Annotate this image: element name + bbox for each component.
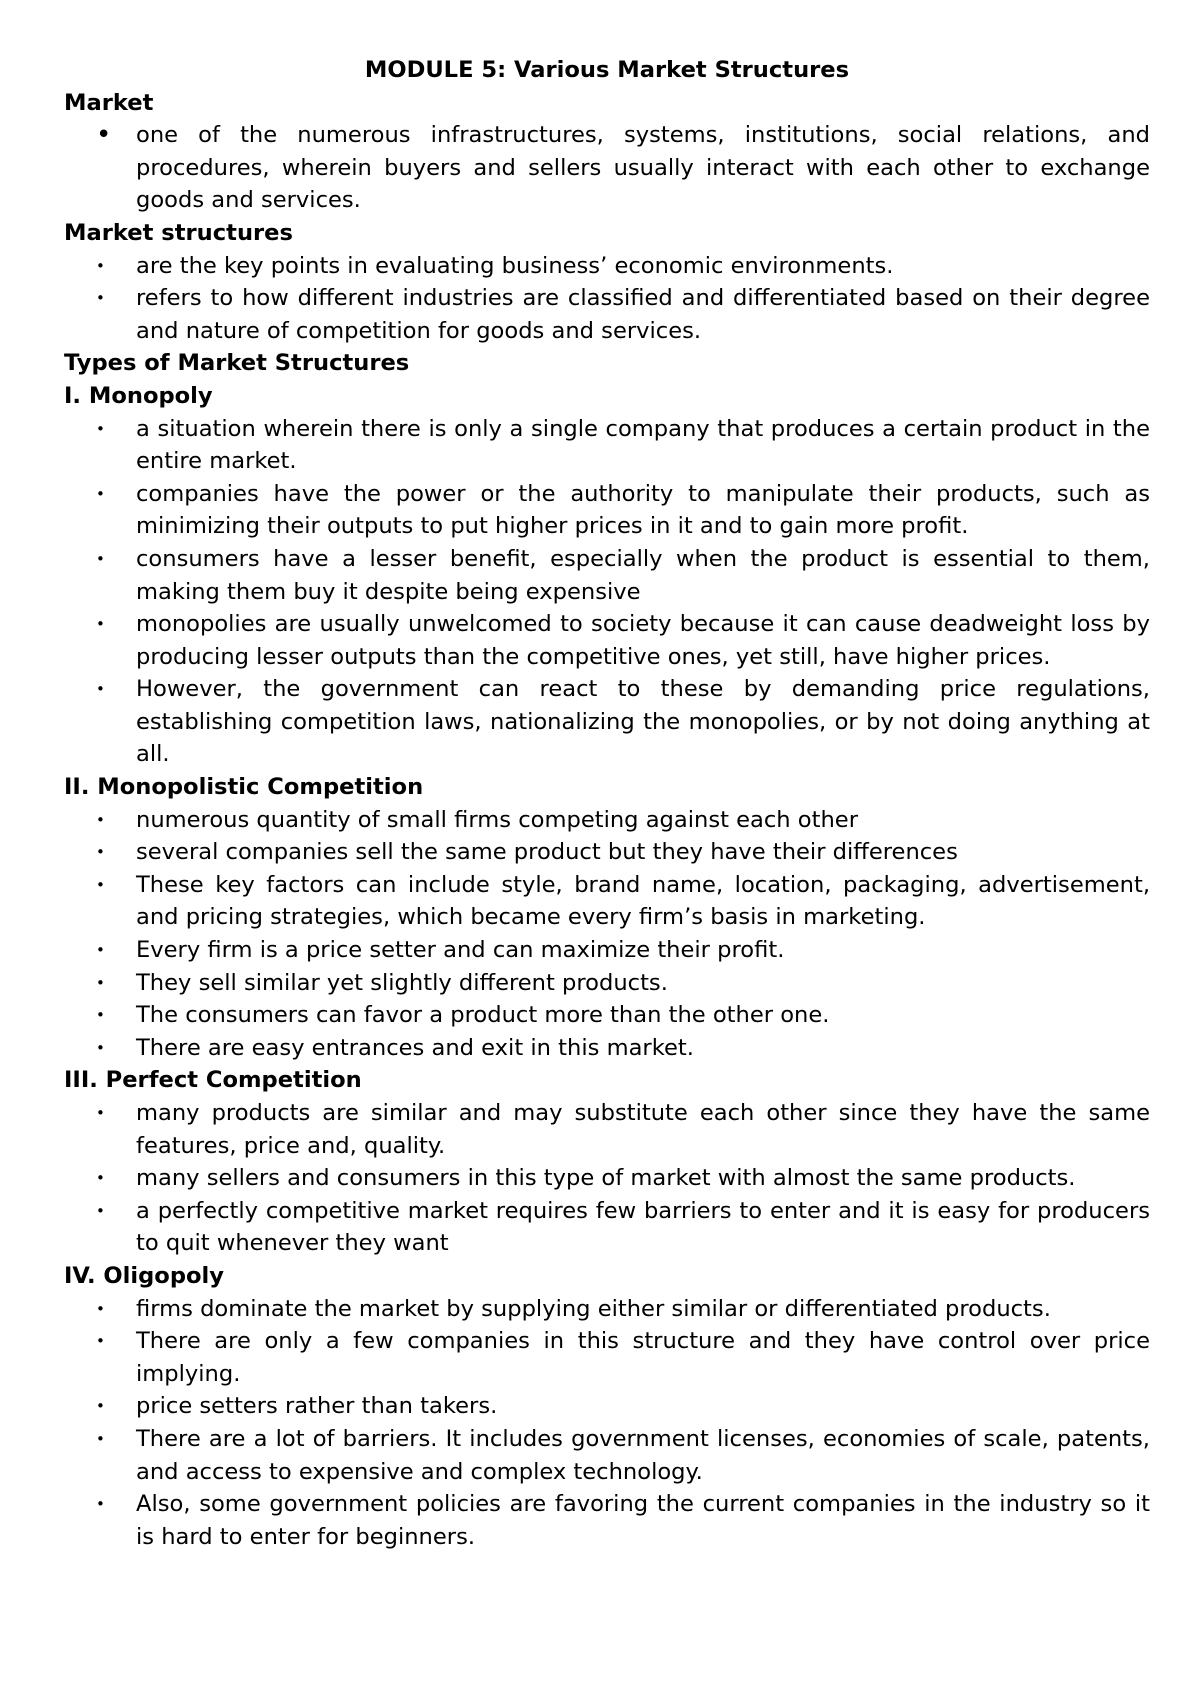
bullet-icon: • — [96, 941, 105, 960]
list-item-text: firms dominate the market by supplying either similar or differentiated products. — [136, 1295, 1051, 1322]
list-item — [64, 1390, 1150, 1423]
list-item — [64, 999, 1150, 1032]
list-item — [64, 119, 1150, 217]
list-item-text: There are a lot of barriers. It includes government licenses, economies of scale, patents, and access to expensive and complex technology. — [136, 1425, 1150, 1485]
bullet-icon: • — [96, 1038, 105, 1057]
list-item — [64, 934, 1150, 967]
bullet-icon: • — [96, 1299, 105, 1318]
section-heading: IV. Oligopoly — [64, 1262, 224, 1289]
list-item-text: They sell similar yet slightly different products. — [136, 969, 668, 996]
list-item — [64, 1162, 1150, 1195]
bullet-list — [64, 1293, 1150, 1554]
list-item-text: many products are similar and may substitute each other since they have the same features, price and, quality. — [136, 1100, 1150, 1159]
bullet-icon: • — [96, 1104, 105, 1122]
list-item — [64, 804, 1150, 837]
bullet-icon: • — [96, 1006, 105, 1025]
list-item — [64, 836, 1150, 869]
bullet-icon: • — [96, 810, 105, 829]
list-item-text: price setters rather than takers. — [136, 1393, 498, 1420]
bullet-list — [64, 1097, 1150, 1260]
list-item-text: There are only a few companies in this structure and they have control over price implying. — [136, 1328, 1150, 1387]
bullet-icon: • — [96, 1495, 105, 1514]
section-heading: Market structures — [64, 219, 293, 246]
bullet-list — [64, 804, 1150, 1065]
list-item — [64, 1032, 1150, 1065]
bullet-icon: • — [96, 419, 105, 438]
section-heading: I. Monopoly — [64, 382, 213, 409]
bullet-icon: • — [96, 549, 105, 568]
list-item — [64, 673, 1150, 771]
list-item — [64, 967, 1150, 1000]
bullet-icon: • — [96, 120, 112, 151]
list-item-text: refers to how different industries are classified and differentiated based on their degree and nature of competition for goods and services. — [136, 285, 1150, 344]
list-item — [64, 1195, 1150, 1260]
section-heading: II. Monopolistic Competition — [64, 774, 424, 801]
list-item-text: companies have the power or the authority to manipulate their products, such as minimizing their outputs to put higher prices in it and to gain more profit. — [136, 480, 1150, 540]
list-item-text: many sellers and consumers in this type of market with almost the same products. — [136, 1165, 1076, 1192]
list-item — [64, 250, 1150, 283]
list-item-text: However, the government can react to these by demanding price regulations, establishing competition laws, nationalizing the monopolies, or by not doing anything at all. — [136, 676, 1150, 768]
bullet-list — [64, 250, 1150, 348]
list-item — [64, 1423, 1150, 1488]
list-item — [64, 543, 1150, 608]
list-item — [64, 413, 1150, 478]
section-heading: III. Perfect Competition — [64, 1067, 362, 1094]
bullet-icon: • — [96, 615, 105, 634]
bullet-icon: • — [96, 1429, 105, 1448]
list-item-text: numerous quantity of small firms competing against each other — [136, 806, 858, 833]
section-heading: Market — [64, 89, 154, 116]
bullet-icon: • — [96, 680, 105, 699]
bullet-icon: • — [96, 1332, 105, 1351]
list-item-text: consumers have a lesser benefit, especially when the product is essential to them, making them buy it despite being expensive — [136, 545, 1150, 605]
list-item — [64, 282, 1150, 347]
list-item-text: several companies sell the same product but they have their differences — [136, 839, 958, 866]
document-title: MODULE 5: Various Market Structures — [364, 57, 850, 83]
list-item — [64, 1325, 1150, 1390]
list-item-text: a situation wherein there is only a single company that produces a certain product in the entire market. — [136, 415, 1150, 475]
list-item-text: There are easy entrances and exit in this market. — [136, 1034, 694, 1061]
list-item-text: one of the numerous infrastructures, systems, institutions, social relations, and procedures, wherein buyers and sellers usually interact with each other to exchange goods and services. — [136, 122, 1150, 214]
list-item — [64, 478, 1150, 543]
list-item-text: are the key points in evaluating business’ economic environments. — [136, 252, 894, 279]
list-item-text: These key factors can include style, brand name, location, packaging, advertisement, and pricing strategies, which became every firm’s basis in marketing. — [136, 871, 1150, 931]
document-body — [64, 87, 1150, 1554]
list-item — [64, 869, 1150, 934]
list-item-text: Also, some government policies are favoring the current companies in the industry so it is hard to enter for beginners. — [136, 1491, 1150, 1550]
list-item — [64, 1488, 1150, 1553]
bullet-list — [64, 119, 1150, 217]
bullet-icon: • — [96, 1201, 105, 1220]
bullet-icon: • — [96, 843, 105, 862]
bullet-icon: • — [96, 256, 105, 275]
list-item-text: Every firm is a price setter and can maximize their profit. — [136, 937, 785, 964]
list-item-text: a perfectly competitive market requires few barriers to enter and it is easy for producers to quit whenever they want — [136, 1197, 1150, 1257]
bullet-icon: • — [96, 289, 105, 308]
list-item — [64, 1293, 1150, 1326]
bullet-icon: • — [96, 1169, 105, 1188]
bullet-icon: • — [96, 1397, 105, 1416]
document-page — [64, 54, 1150, 1553]
list-item-text: The consumers can favor a product more than the other one. — [136, 1002, 830, 1029]
list-item-text: monopolies are usually unwelcomed to society because it can cause deadweight loss by producing lesser outputs than the competitive ones, yet still, have higher prices. — [136, 611, 1150, 670]
list-item — [64, 608, 1150, 673]
bullet-icon: • — [96, 484, 105, 503]
bullet-list — [64, 413, 1150, 772]
bullet-icon: • — [96, 973, 105, 992]
bullet-icon: • — [96, 875, 105, 894]
section-heading: Types of Market Structures — [64, 350, 410, 377]
list-item — [64, 1097, 1150, 1162]
